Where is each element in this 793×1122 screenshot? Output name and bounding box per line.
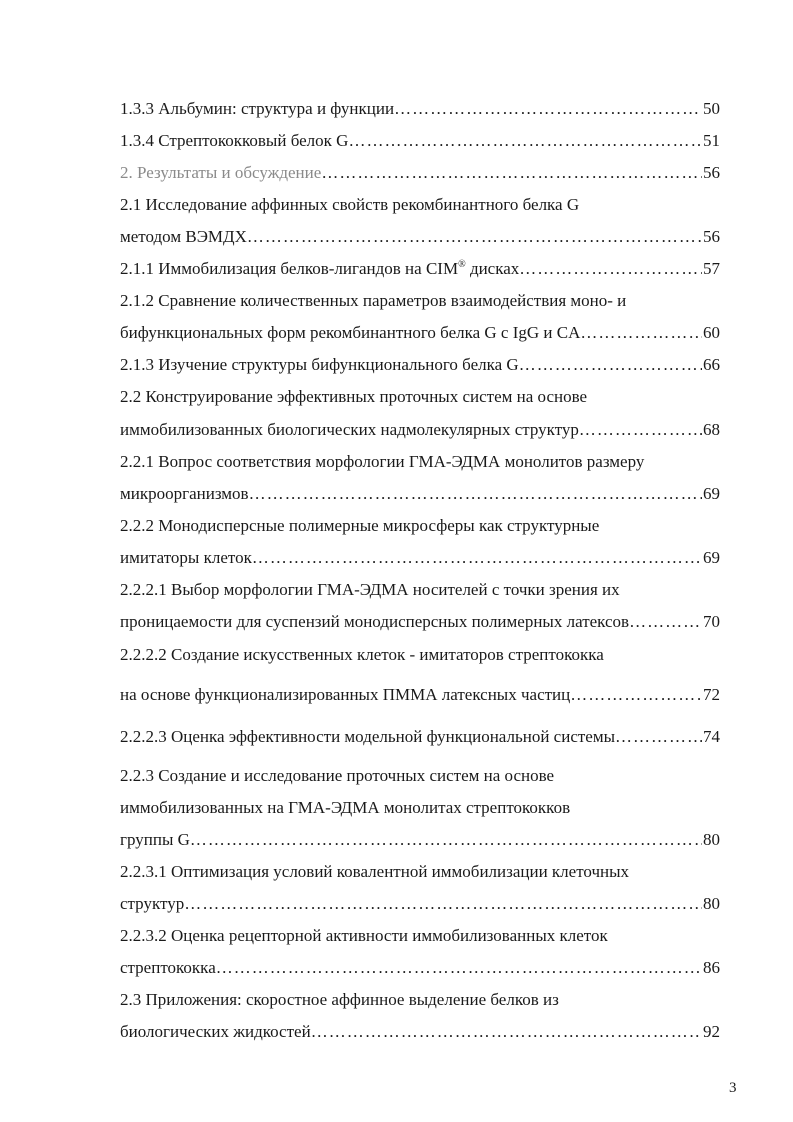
toc-entry-title: стрептококка (120, 958, 216, 977)
toc-leader-dots (579, 418, 702, 442)
toc-entry-2-3-line1: 2.3 Приложения: скоростное аффинное выделение белков из (120, 990, 559, 1009)
toc-leader-dots (252, 546, 702, 570)
toc-entry-page: 74 (703, 727, 720, 746)
toc-entry-page: 92 (703, 1022, 720, 1041)
toc-leader-dots (321, 161, 702, 185)
toc-leader-dots (519, 353, 702, 377)
toc-entry-page: 50 (703, 99, 720, 118)
toc-leader-dots (519, 257, 702, 281)
toc-entry-2-1-3 (120, 353, 720, 377)
toc-entry-title: бифункциональных форм рекомбинантного белка G с IgG и CA (120, 323, 581, 342)
toc-entry-2-2-3 (120, 828, 720, 852)
toc-entry-page: 56 (703, 163, 720, 182)
toc-entry-title: группы G (120, 830, 190, 849)
toc-entry-title: на основе функционализированных ПММА латексных частиц (120, 685, 571, 704)
toc-entry-title: 1.3.3 Альбумин: структура и функции (120, 99, 395, 118)
toc-entry-page: 80 (703, 894, 720, 913)
toc-leader-dots (394, 97, 702, 121)
toc-entry-2-2-3-1 (120, 892, 720, 916)
toc-entry-2-2-2-1 (120, 610, 720, 634)
toc-entry-2-2-1-line1: 2.2.1 Вопрос соответствия морфологии ГМА-ЭДМА монолитов размеру (120, 452, 645, 471)
toc-entry-2-1-2 (120, 321, 720, 345)
toc-leader-dots (190, 828, 702, 852)
toc-entry-page: 60 (703, 323, 720, 342)
toc-entry-title (120, 257, 519, 281)
toc-entry-1-3-3 (120, 97, 720, 121)
toc-leader-dots (184, 892, 702, 916)
toc-entry-2-2-2-1-line1: 2.2.2.1 Выбор морфологии ГМА-ЭДМА носителей с точки зрения их (120, 580, 620, 599)
toc-entry-page: 51 (703, 131, 720, 150)
toc-entry-2-2-3-line1: 2.2.3 Создание и исследование проточных систем на основе (120, 766, 555, 785)
toc-entry-2-2-2 (120, 546, 720, 570)
page-number: 3 (729, 1080, 737, 1096)
toc-leader-dots (629, 610, 702, 634)
toc-entry-2-2-3-2-line1: 2.2.3.2 Оценка рецепторной активности иммобилизованных клеток (120, 926, 608, 945)
toc-leader-dots (580, 321, 702, 345)
toc-entry-2-2-2-3 (120, 725, 720, 749)
toc-entry-2-2-3-line2: иммобилизованных на ГМА-ЭДМА монолитах стрептококков (120, 798, 571, 817)
toc-entry-page: 86 (703, 958, 720, 977)
toc-leader-dots (216, 956, 702, 980)
toc-entry-2 (120, 161, 720, 185)
toc-entry-2-2-1 (120, 482, 720, 506)
toc-entry-title: 2.2.2.3 Оценка эффективности модельной функциональной системы (120, 727, 616, 746)
toc-entry-2-2-2-2 (120, 683, 720, 707)
toc-entry-page: 80 (703, 830, 720, 849)
toc-entry-page: 72 (703, 685, 720, 704)
toc-entry-2-2-3-1-line1: 2.2.3.1 Оптимизация условий ковалентной иммобилизации клеточных (120, 862, 630, 881)
toc-entry-title: 2.1.3 Изучение структуры бифункционального белка G (120, 355, 519, 374)
toc-entry-2-2-3-2 (120, 956, 720, 980)
toc-entry-page: 69 (703, 548, 720, 567)
toc-entry-title: имитаторы клеток (120, 548, 252, 567)
toc-entry-title: методом ВЭМДХ (120, 227, 247, 246)
toc-entry-2-2-2-2-line1: 2.2.2.2 Создание искусственных клеток - имитаторов стрептококка (120, 645, 604, 664)
toc-entry-page: 69 (703, 484, 720, 503)
toc-entry-2-1 (120, 225, 720, 249)
toc-entry-2-1-1 (120, 257, 720, 281)
registered-mark: ® (458, 259, 466, 270)
toc-leader-dots (348, 129, 702, 153)
toc-entry-title: 1.3.4 Стрептококковый белок G (120, 131, 349, 150)
toc-entry-title: иммобилизованных биологических надмолекулярных структур (120, 420, 579, 439)
toc-entry-1-3-4 (120, 129, 720, 153)
toc-entry-2-1-2-line1: 2.1.2 Сравнение количественных параметров взаимодействия моно- и (120, 291, 627, 310)
toc-entry-page: 68 (703, 420, 720, 439)
toc-entry-title-part2: дисках (465, 259, 520, 278)
toc-entry-2-1-line1: 2.1 Исследование аффинных свойств рекомбинантного белка G (120, 195, 580, 214)
toc-entry-title: проницаемости для суспензий монодисперсных полимерных латексов (120, 612, 630, 631)
toc-entry-title-part1: 2.1.1 Иммобилизация белков-лигандов на CIM (120, 259, 459, 278)
toc-entry-2-2-line1: 2.2 Конструирование эффективных проточных систем на основе (120, 387, 588, 406)
toc-leader-dots (570, 683, 702, 707)
toc-entry-page: 66 (703, 355, 720, 374)
toc-entry-title: структур (120, 894, 185, 913)
toc-entry-page: 70 (703, 612, 720, 631)
toc-entry-title: биологических жидкостей (120, 1022, 311, 1041)
toc-entry-2-2 (120, 418, 720, 442)
toc-entry-2-2-2-line1: 2.2.2 Монодисперсные полимерные микросферы как структурные (120, 516, 600, 535)
toc-entry-title: 2. Результаты и обсуждение (120, 163, 322, 182)
toc-leader-dots (615, 725, 702, 749)
toc-entry-page: 57 (703, 259, 720, 278)
toc-entry-title: микроорганизмов (120, 484, 249, 503)
toc-entry-2-3 (120, 1020, 720, 1044)
toc-leader-dots (311, 1020, 702, 1044)
toc-leader-dots (247, 225, 702, 249)
toc-leader-dots (249, 482, 702, 506)
toc-entry-page: 56 (703, 227, 720, 246)
